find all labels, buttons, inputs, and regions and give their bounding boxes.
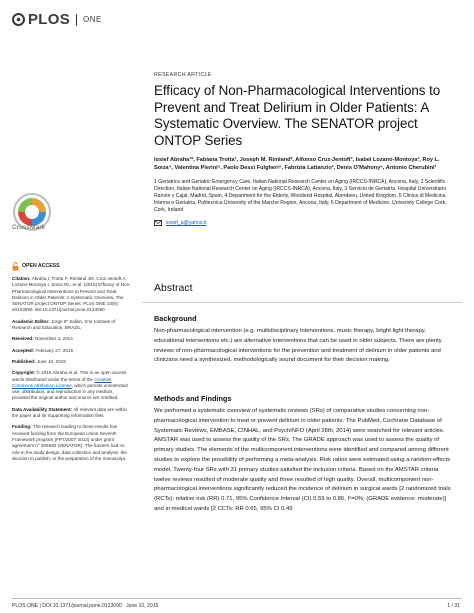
author-list: Iosief Abraha¹*, Fabiana Trotta¹, Joseph M. Rimland², Alfonso Cruz-Jentoft³, Isabel Lozano-Montoya³, Roy L. Soiza⁴, Valentina Pierini⁵, Paolo Dessì Fulgheri⁵, Fabrizia Lattanzio², Denis O'Mahony⁶, Antonio Cherubini¹ (154, 157, 440, 171)
footer-divider (12, 598, 462, 599)
logo-divider (76, 14, 77, 26)
data-availability-text: All relevant data are within the paper and its Supporting Information files. (12, 406, 128, 419)
corresponding-email (154, 220, 454, 226)
article-front-matter (154, 72, 454, 226)
crossmark-badge[interactable] (12, 192, 56, 270)
page-footer (0, 598, 474, 613)
editor-text: Jorge IF Salluh, D'or Institute of Research and Education, BRAZIL (12, 318, 116, 331)
accepted-block (12, 348, 132, 354)
editor-block (12, 319, 132, 332)
plos-logo-icon (12, 13, 25, 26)
plos-one-logo[interactable] (12, 11, 102, 28)
funding-block (12, 424, 132, 462)
published-label: Published: (12, 358, 36, 364)
abstract-divider (142, 302, 462, 303)
received-block (12, 336, 132, 342)
footer-doi[interactable]: DOI:10.1371/journal.pone.0123090 (42, 603, 122, 609)
accepted-date: February 27, 2015 (35, 347, 74, 353)
logo-suffix: ONE (83, 15, 102, 24)
open-lock-icon (12, 262, 19, 271)
footer-citation (12, 603, 158, 609)
received-date: November 4, 2014 (35, 336, 73, 342)
article-metadata (12, 262, 132, 467)
background-text: Non-pharmacological intervention (e.g. multidisciplinary interventions, music therapy, bright light therapy, educational interventions etc.) are alternative interventions that can be used in older subjects. There are plenty reviews of non-pharmacological interventions for the prevention and treatment of delirium in older patients and clinicians need a synthesized, methodologically sound document for their decision making. (154, 328, 442, 364)
page-header (0, 0, 474, 38)
copyright-label: Copyright: (12, 370, 36, 376)
funding-text: The research leading to these results has received funding from the European Union Seventh Framework program (FP7/2007-2013) under grant agreement n° 305930 (SENATOR). The funders had no role in the study design, data collection and analysis, the decision to publish, or the preparation of the manuscript. (12, 424, 127, 461)
funding-label: Funding: (12, 424, 32, 430)
background-heading: Background (154, 314, 197, 323)
open-access-label: OPEN ACCESS (22, 263, 60, 270)
published-block (12, 359, 132, 365)
editor-label: Academic Editor: (12, 318, 50, 324)
open-access-badge (12, 262, 132, 271)
affiliations: 1 Geriatrics and Geriatric Emergency Care, Italian National Research Center on Aging (IRCCS-INRCA), Ancona, Italy, 2 Scientific Direction, Italian National Research Center on Aging (IRCCS-INRCA), Ancona, Italy, 3 Servicio de Geriatría, Hospital Universitario Ramón y Cajal, Madrid, Spain, 4 Department for the Elderly, Woodend Hospital, Aberdeen, United Kingdom, 5 Clinica di Medicina Interna e Geriatria, Politecnica University of the Marche Region, Ancona, Italy, 6 Department of Medicine, University College Cork, Cork, Ireland (154, 178, 447, 213)
copyright-text-post: , which permits unrestricted use, distribution, and reproduction in any medium, provided the original author and source are credited. (12, 382, 128, 401)
citation-block (12, 276, 132, 314)
published-date: June 10, 2015 (36, 358, 66, 364)
article-type: RESEARCH ARTICLE (154, 72, 212, 78)
abstract-heading: Abstract (154, 282, 193, 294)
background-section (154, 314, 454, 366)
page-number: 1 / 31 (447, 603, 460, 609)
license-link[interactable]: Creative Commons Attribution License (12, 376, 112, 388)
accepted-label: Accepted: (12, 347, 35, 353)
data-availability-block (12, 407, 132, 420)
crossmark-label: CrossMark (12, 224, 46, 231)
email-link[interactable]: iosief_a@yahoo.it (166, 219, 207, 226)
footer-journal: PLOS ONE (12, 603, 39, 609)
copyright-block (12, 370, 132, 401)
copyright-text-pre: © 2015 Abraha et al. This is an open access article distributed under the terms of the (12, 370, 127, 382)
envelope-icon (154, 220, 162, 226)
methods-text: We performed a systematic overview of systematic reviews (SRs) of comparative studies concerning non-pharmacological intervention to treat or prevent delirium in older patients. The PubMed, Cochrane Database of Systematic Reviews, EMBASE, CINHAL, and PsychINFO (April 28th, 2014) were searched for relevant articles. AMSTAR was used to assess the quality of the SRs. The GRADE approach was used to assess the quality of primary studies. The elements of the multicomponent interventions were identified and compared among different studies to explore the possibility of performing a meta-analysis. Risk ratios were estimated using a random-effects model. Twenty-four SRs with 31 primary studies satisfied the inclusion criteria. Based on the AMSTAR criteria twelve reviews resulted of moderate quality and three resulted of high quality. Overall, multicomponent non-pharmacological interventions significantly reduced the incidence of delirium in surgical wards [2 randomized trials (RCTs): relative risk (RR) 0.71, 95% Confidence Interval (CI) 0.59 to 0.86, I²=0%; (GRADE evidence: moderate)] and in medical wards [2 CCTs: RR 0.65, 95% CI 0.49 (154, 408, 451, 512)
methods-heading: Methods and Findings (154, 394, 232, 403)
footer-sep-1: | (39, 603, 43, 609)
footer-date: June 10, 2015 (126, 603, 159, 609)
received-label: Received: (12, 336, 34, 342)
citation-label: Citation: (12, 276, 31, 281)
methods-section (154, 394, 454, 515)
logo-text: PLOS (28, 11, 71, 28)
data-availability-label: Data Availability Statement: (12, 406, 73, 412)
citation-text: Abraha I, Trotta F, Rimland JM, Cruz-Jentoft A, Lozano-Montoya I, Soiza RL, et al. (2015) Efficacy of Non-Pharmacological Interventions to Prevent and Treat Delirium in Older Patients: A Systematic Overview. The SENATOR project ONTOP Series. PLoS ONE 10(6): e0123090. doi:10.1371/journal.pone.0123090 (12, 276, 131, 313)
article-title: Efficacy of Non-Pharmacological Interventions to Prevent and Treat Delirium in Older Patients: A Systematic Overview. The SENATOR project ONTOP Series (154, 83, 441, 148)
